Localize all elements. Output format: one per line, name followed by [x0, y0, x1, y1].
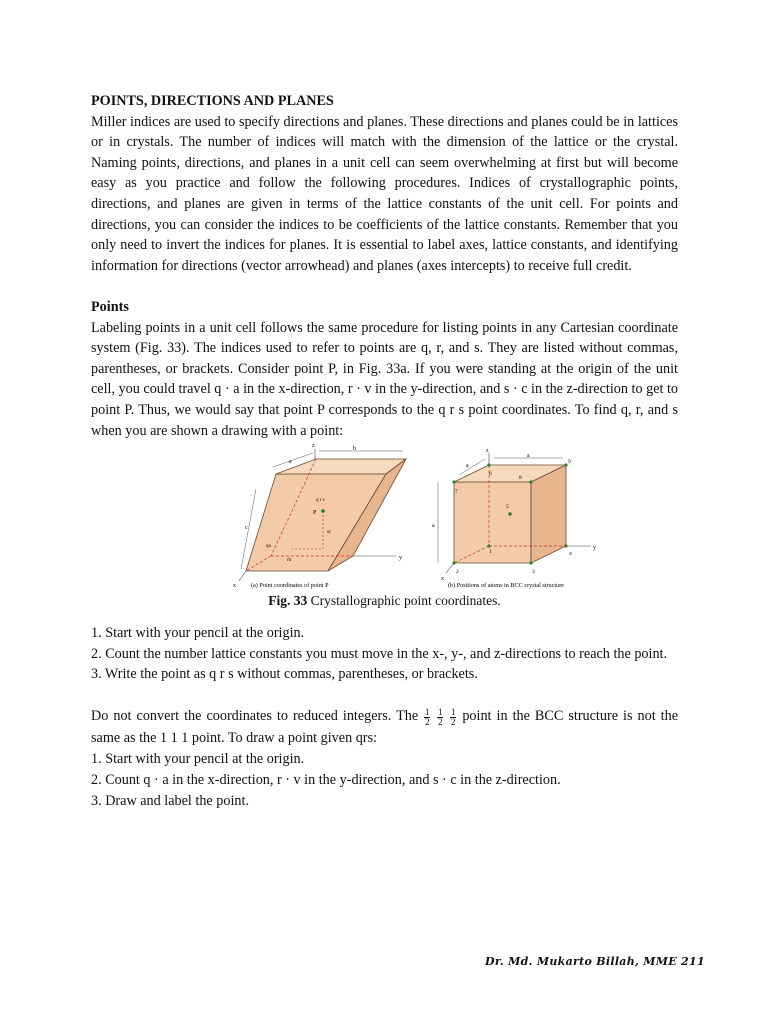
caption-a: (a) Point coordinates of point P	[251, 582, 329, 590]
fraction-2	[437, 708, 443, 727]
figure-33	[91, 443, 678, 590]
label-a-rb: rb	[287, 558, 292, 564]
fraction-2-num: 1	[438, 706, 443, 717]
label-b-5: 5	[506, 504, 509, 511]
figure-33-illustration	[91, 443, 678, 590]
label-b-a-left: a	[432, 523, 435, 530]
label-b-3: 3	[532, 569, 535, 576]
label-a-y: y	[399, 555, 402, 562]
caption-b: (b) Positions of atoms in BCC crystal structure	[448, 582, 565, 590]
label-a-c: c	[245, 525, 248, 532]
label-b-x: x	[441, 576, 444, 583]
label-a-x: x	[233, 583, 236, 590]
label-b-y: y	[593, 545, 596, 552]
label-b-6: 6	[489, 471, 492, 478]
points-paragraph: Labeling points in a unit cell follows the same procedure for listing points in any Cartesian coordinate system (Fig. 33). The indices used to refer to points are q, r, and s. They are listed without commas, parentheses, or brackets. Consider point P, in Fig. 33a. If you were standing at the origin of the unit cell, you could travel q · a in the x-direction, r · v in the y-direction, and s · c in the z-direction to get to point P. Thus, we would say that point P corresponds to the q r s point coordinates. To find q, r, and s when you are shown a drawing with a point:	[91, 319, 679, 439]
figure-number: Fig. 33	[268, 593, 308, 609]
fraction-2-den: 2	[438, 716, 443, 727]
label-b-a-top: a	[527, 453, 530, 460]
author-signature: Dr. Md. Mukarto Billah, MME 211	[485, 955, 705, 968]
label-b-8: 8	[519, 475, 522, 482]
label-a-z: z	[312, 443, 315, 450]
reduce-paragraph	[91, 705, 678, 749]
fraction-1-den: 2	[424, 716, 430, 727]
section-title: POINTS, DIRECTIONS AND PLANES	[91, 93, 334, 109]
label-a-sc: sc	[327, 530, 332, 536]
label-b-a-depth: a	[466, 463, 469, 470]
label-a-qa: qa	[266, 544, 271, 550]
fraction-1	[424, 708, 430, 727]
label-a-qrs: q r s	[316, 498, 325, 504]
label-a-b: b	[353, 446, 356, 453]
draw-steps	[91, 749, 678, 811]
label-a-a: a	[289, 459, 292, 466]
label-b-7: 7	[455, 489, 458, 496]
label-b-z: z	[486, 448, 489, 455]
find-step-3: 3. Write the point as q r s without commas, parentheses, or brackets.	[91, 666, 478, 683]
fraction-3-den: 2	[451, 716, 456, 727]
label-b-9: 9	[568, 459, 571, 466]
reduce-text-before: Do not convert the coordinates to reduced integers. The	[91, 708, 419, 725]
reduce-text-after: point in the BCC structure is not the same as the 1 1 1 point. To draw a point given qrs:	[91, 708, 679, 747]
figure-caption	[91, 593, 678, 609]
label-b-4: 4	[569, 551, 572, 558]
fraction-3	[450, 708, 456, 727]
draw-step-1: 1. Start with your pencil at the origin.	[91, 751, 305, 768]
figure-title: Crystallographic point coordinates.	[310, 593, 501, 609]
page-content	[91, 91, 678, 811]
label-b-1: 1	[489, 549, 492, 556]
find-step-1: 1. Start with your pencil at the origin.	[91, 625, 305, 642]
label-b-2: 2	[456, 569, 459, 576]
find-steps	[91, 623, 678, 685]
label-a-p: P	[313, 510, 317, 517]
draw-step-2: 2. Count q · a in the x-direction, r · v in the y-direction, and s · c in the z-direction.	[91, 772, 561, 789]
intro-paragraph: Miller indices are used to specify directions and planes. These directions and planes could be in lattices or in crystals. The number of indices will match with the dimension of the lattice or the crystal. Naming points, directions, and planes in a unit cell can seem overwhelming at first but will become easy as you practice and follow the following procedures. Indices of crystallographic points, directions, and planes are given in terms of the lattice constants of the unit cell. For points and directions, you can consider the indices to be coefficients of the lattice constants. Remember that you only need to invert the indices for planes. It is essential to label axes, lattice constants, and identifying information for directions (vector arrowhead) and planes (axes intercepts) to receive full credit.	[91, 113, 678, 274]
points-heading: Points	[91, 298, 129, 315]
find-step-2: 2. Count the number lattice constants you must move in the x-, y-, and z-directions to reach the point.	[91, 645, 668, 662]
draw-step-3: 3. Draw and label the point.	[91, 792, 249, 809]
fraction-3-num: 1	[451, 706, 456, 717]
fraction-1-num: 1	[424, 706, 430, 717]
